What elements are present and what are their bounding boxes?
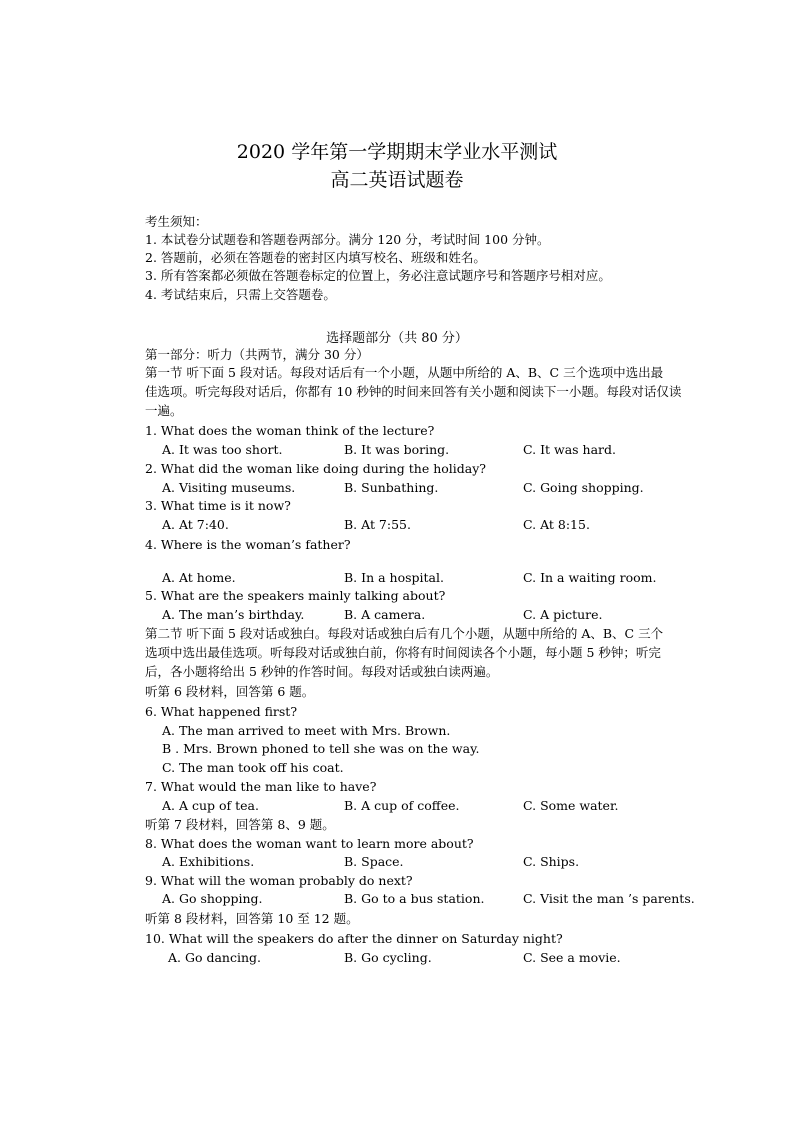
q4-option-b: B. In a hospital. bbox=[344, 570, 444, 585]
q5-option-c: C. A picture. bbox=[523, 607, 603, 622]
q3-option-c: C. At 8:15. bbox=[523, 517, 590, 532]
q5-option-b: B. A camera. bbox=[344, 607, 426, 622]
part1-sec2-line3: 后，各小题将给出 5 秒钟的作答时间。每段对话或独白读两遍。 bbox=[145, 664, 499, 679]
q2-option-c: C. Going shopping. bbox=[523, 480, 644, 495]
q6-option-b: B . Mrs. Brown phoned to tell she was on the way. bbox=[162, 741, 480, 756]
notice-item-4: 4. 考试结束后，只需上交答题卷。 bbox=[145, 287, 336, 302]
q8-option-a: A. Exhibitions. bbox=[162, 854, 255, 869]
question-10: 10. What will the speakers do after the dinner on Saturday night? bbox=[145, 931, 563, 946]
q1-option-a: A. It was too short. bbox=[162, 442, 283, 457]
question-4: 4. Where is the woman’s father? bbox=[145, 537, 351, 552]
part1-sec2-line1: 第二节 听下面 5 段对话或独白。每段对话或独白后有几个小题，从题中所给的 A、B、C 三个 bbox=[145, 626, 664, 641]
notice-item-1: 1. 本试卷分试题卷和答题卷两部分。满分 120 分，考试时间 100 分钟。 bbox=[145, 232, 550, 247]
q3-option-b: B. At 7:55. bbox=[344, 517, 411, 532]
q6-option-a: A. The man arrived to meet with Mrs. Brown. bbox=[162, 723, 451, 738]
question-5: 5. What are the speakers mainly talking about? bbox=[145, 588, 446, 603]
q10-option-a: A. Go dancing. bbox=[168, 950, 261, 965]
q1-option-b: B. It was boring. bbox=[344, 442, 450, 457]
q5-option-a: A. The man’s birthday. bbox=[162, 607, 305, 622]
q2-option-b: B. Sunbathing. bbox=[344, 480, 439, 495]
material-7-instruction: 听第 7 段材料，回答第 8、9 题。 bbox=[145, 817, 335, 832]
exam-subtitle: 高二英语试题卷 bbox=[330, 169, 464, 191]
q8-option-b: B. Space. bbox=[344, 854, 404, 869]
section-title: 选择题部分（共 80 分） bbox=[326, 331, 468, 346]
question-9: 9. What will the woman probably do next? bbox=[145, 873, 413, 888]
q4-option-a: A. At home. bbox=[162, 570, 236, 585]
part1-sec1-line1: 第一节 听下面 5 段对话。每段对话后有一个小题，从题中所给的 A、B、C 三个选项中选出最 bbox=[145, 365, 664, 380]
q9-option-a: A. Go shopping. bbox=[162, 891, 263, 906]
q10-option-c: C. See a movie. bbox=[523, 950, 621, 965]
question-6: 6. What happened first? bbox=[145, 704, 298, 719]
exam-title: 2020 学年第一学期期末学业水平测试 bbox=[236, 141, 558, 163]
part1-title: 第一部分：听力（共两节，满分 30 分） bbox=[145, 347, 369, 362]
q1-option-c: C. It was hard. bbox=[523, 442, 616, 457]
notice-item-2: 2. 答题前，必须在答题卷的密封区内填写校名、班级和姓名。 bbox=[145, 250, 486, 265]
material-6-instruction: 听第 6 段材料，回答第 6 题。 bbox=[145, 684, 315, 699]
question-7: 7. What would the man like to have? bbox=[145, 779, 377, 794]
q9-option-c: C. Visit the man ’s parents. bbox=[523, 891, 695, 906]
question-3: 3. What time is it now? bbox=[145, 498, 291, 513]
q9-option-b: B. Go to a bus station. bbox=[344, 891, 485, 906]
q10-option-b: B. Go cycling. bbox=[344, 950, 432, 965]
part1-sec1-line2: 佳选项。听完每段对话后，你都有 10 秒钟的时间来回答有关小题和阅读下一小题。每段对话仅读 bbox=[145, 384, 682, 399]
q7-option-a: A. A cup of tea. bbox=[162, 798, 259, 813]
q3-option-a: A. At 7:40. bbox=[162, 517, 229, 532]
q7-option-b: B. A cup of coffee. bbox=[344, 798, 460, 813]
q4-option-c: C. In a waiting room. bbox=[523, 570, 657, 585]
question-1: 1. What does the woman think of the lecture? bbox=[145, 423, 435, 438]
notice-heading: 考生须知： bbox=[145, 214, 208, 229]
q7-option-c: C. Some water. bbox=[523, 798, 619, 813]
part1-sec2-line2: 选项中选出最佳选项。听每段对话或独白前，你将有时间阅读各个小题，每小题 5 秒钟；听完 bbox=[145, 645, 661, 660]
question-2: 2. What did the woman like doing during the holiday? bbox=[145, 461, 486, 476]
q6-option-c: C. The man took off his coat. bbox=[162, 760, 344, 775]
material-8-instruction: 听第 8 段材料，回答第 10 至 12 题。 bbox=[145, 911, 359, 926]
question-8: 8. What does the woman want to learn more about? bbox=[145, 836, 474, 851]
q8-option-c: C. Ships. bbox=[523, 854, 580, 869]
notice-item-3: 3. 所有答案都必须做在答题卷标定的位置上，务必注意试题序号和答题序号相对应。 bbox=[145, 268, 611, 283]
q2-option-a: A. Visiting museums. bbox=[162, 480, 296, 495]
part1-sec1-line3: 一遍。 bbox=[145, 403, 183, 418]
